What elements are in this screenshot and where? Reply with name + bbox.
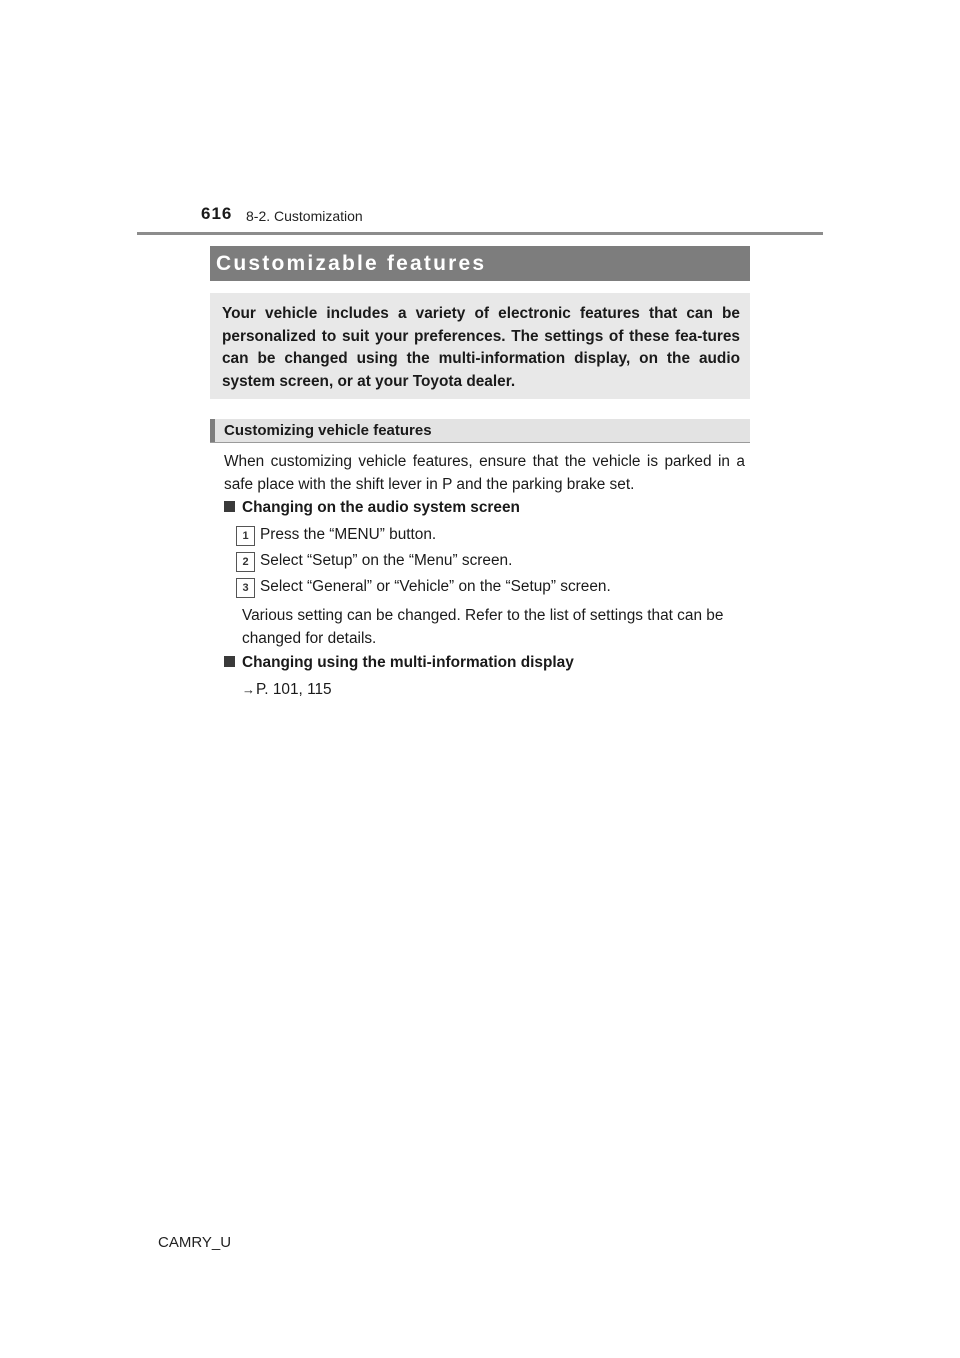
page-title: Customizable features [216,252,487,275]
step-number-badge: 3 [236,578,255,598]
footer-code: CAMRY_U [158,1234,232,1251]
bullet-square-icon [224,656,235,667]
step-number-badge: 1 [236,526,255,546]
step-text: Select “Setup” on the “Menu” screen. [260,552,513,569]
page-reference-link[interactable] [242,681,332,699]
step-number-badge: 2 [236,552,255,572]
mid-section-heading-text: Changing using the multi-information display [242,654,574,671]
mid-section-heading [224,654,574,672]
subsection-marker [210,419,215,442]
page-number: 616 [201,204,233,223]
section-label: 8-2. Customization [246,208,363,224]
audio-section-heading [224,499,520,517]
header-divider [137,232,823,235]
page-reference-text: P. 101, 115 [256,681,332,698]
subsection-body: When customizing vehicle features, ensure that the vehicle is parked in a safe place with the shift lever in P and the parking brake set. [224,453,745,493]
subsection-heading: Customizing vehicle features [224,422,432,439]
audio-section-heading-text: Changing on the audio system screen [242,499,520,516]
bullet-square-icon [224,501,235,512]
step-text: Select “General” or “Vehicle” on the “Setup” screen. [260,578,611,595]
arrow-right-icon: → [242,682,255,697]
audio-section-note: Various setting can be changed. Refer to the list of settings that can be changed for details. [242,607,724,647]
step-text: Press the “MENU” button. [260,526,437,543]
title-bar [210,246,750,281]
intro-text: Your vehicle includes a variety of electronic features that can be personalized to suit your preferences. The settings of these fea-tures can be changed using the multi-information display, on the audio system screen, or at your Toyota dealer. [222,305,740,390]
intro-box [210,293,750,399]
subsection-heading-bar [210,419,750,443]
